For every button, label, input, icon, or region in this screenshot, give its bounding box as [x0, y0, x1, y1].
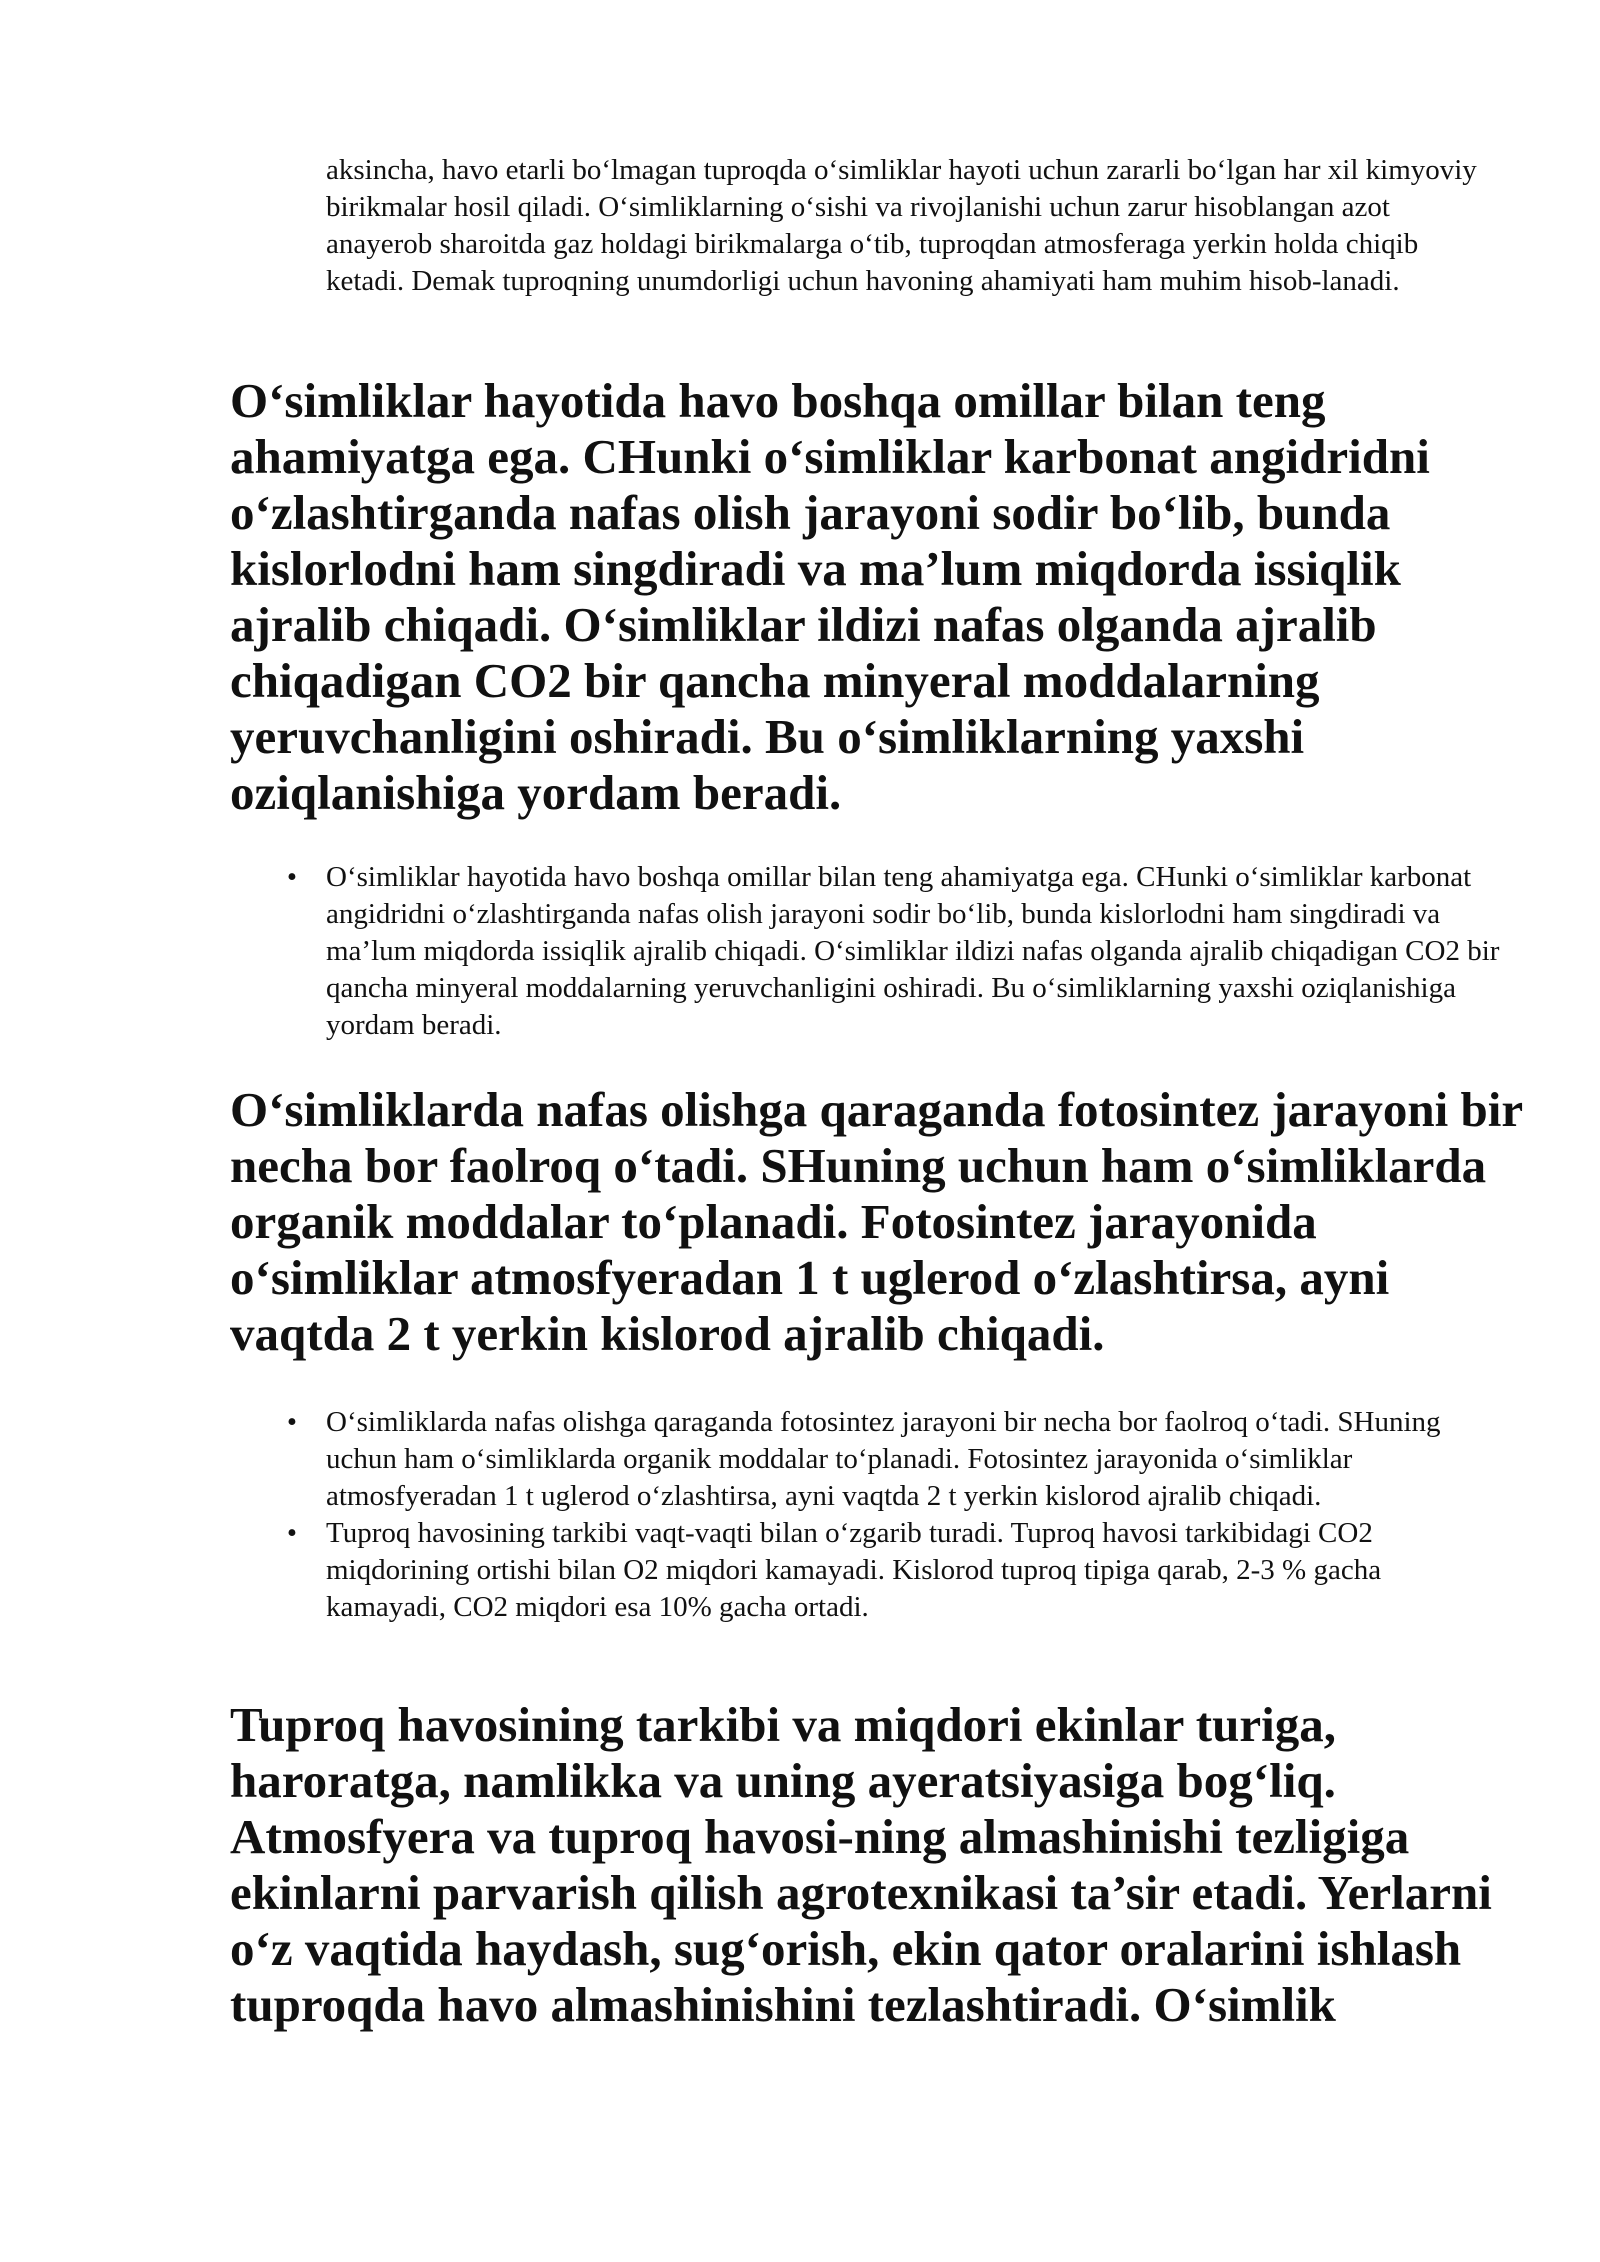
bold-paragraph-3: Tuproq havosining tarkibi va miqdori ekinlar turiga, haroratga, namlikka va uning ayeratsiyasiga bog‘liq. Atmosfyera va tuproq havosi-ning almashinishi tezligiga ekinlarni parvarish qilish agrotexnikasi ta’sir etadi. Yerlarni o‘z vaqtida haydash, sug‘orish, ekin qator oralarini ishlash tuproqda havo almashinishini tezlashtiradi. O‘simlik	[230, 1697, 1492, 2032]
list-item	[286, 859, 1501, 1044]
list-item	[286, 1515, 1501, 1626]
bold-paragraph-1: O‘simliklar hayotida havo boshqa omillar bilan teng ahamiyatga ega. CHunki o‘simliklar karbonat angidridni o‘zlashtirganda nafas olish jarayoni sodir bo‘lib, bunda kislorlodni ham singdiradi va ma’lum miqdorda issiqlik ajralib chiqadi. O‘simliklar ildizi nafas olganda ajralib chiqadigan CO2 bir qancha minyeral moddalarning yeruvchanligini oshiradi. Bu o‘simliklarning yaxshi oziqlanishiga yordam beradi.	[230, 373, 1430, 820]
bullet-icon: •	[286, 861, 298, 893]
intro-paragraph: aksincha, havo etarli bo‘lmagan tuproqda o‘simliklar hayoti uchun zararli bo‘lgan har xil kimyoviy birikmalar hosil qiladi. O‘simliklarning o‘sishi va rivojlanishi uchun zarur hisoblangan azot anayerob sharoitda gaz holdagi birikmalarga o‘tib, tuproqdan atmosferaga yerkin holda chiqib ketadi. Demak tuproqning unumdorligi uchun havoning ahamiyati ham muhim hisob-lanadi.	[326, 154, 1477, 297]
bullet-list-1	[286, 859, 1501, 1044]
bullet-icon: •	[286, 1517, 298, 1549]
list-item-text: Tuproq havosining tarkibi vaqt-vaqti bilan o‘zgarib turadi. Tuproq havosi tarkibidagi CO2 miqdorining ortishi bilan O2 miqdori kamayadi. Kislorod tuproq tipiga qarab, 2-3 % gacha kamayadi, CO2 miqdori esa 10% gacha ortadi.	[326, 1517, 1382, 1623]
bold-paragraph-2: O‘simliklarda nafas olishga qaraganda fotosintez jarayoni bir necha bor faolroq o‘tadi. SHuning uchun ham o‘simliklarda organik moddalar to‘planadi. Fotosintez jarayonida o‘simliklar atmosfyeradan 1 t uglerod o‘zlashtirsa, ayni vaqtda 2 t yerkin kislorod ajralib chiqadi.	[230, 1082, 1523, 1361]
bullet-icon: •	[286, 1406, 298, 1438]
bullet-list-2	[286, 1404, 1501, 1626]
list-item-text: O‘simliklar hayotida havo boshqa omillar bilan teng ahamiyatga ega. CHunki o‘simliklar karbonat angidridni o‘zlashtirganda nafas olish jarayoni sodir bo‘lib, bunda kislorlodni ham singdiradi va ma’lum miqdorda issiqlik ajralib chiqadi. O‘simliklar ildizi nafas olganda ajralib chiqadigan CO2 bir qancha minyeral moddalarning yeruvchanligini oshiradi. Bu o‘simliklarning yaxshi oziqlanishiga yordam beradi.	[326, 861, 1500, 1041]
list-item	[286, 1404, 1501, 1515]
list-item-text: O‘simliklarda nafas olishga qaraganda fotosintez jarayoni bir necha bor faolroq o‘tadi. SHuning uchun ham o‘simliklarda organik moddalar to‘planadi. Fotosintez jarayonida o‘simliklar atmosfyeradan 1 t uglerod o‘zlashtirsa, ayni vaqtda 2 t yerkin kislorod ajralib chiqadi.	[326, 1406, 1441, 1512]
